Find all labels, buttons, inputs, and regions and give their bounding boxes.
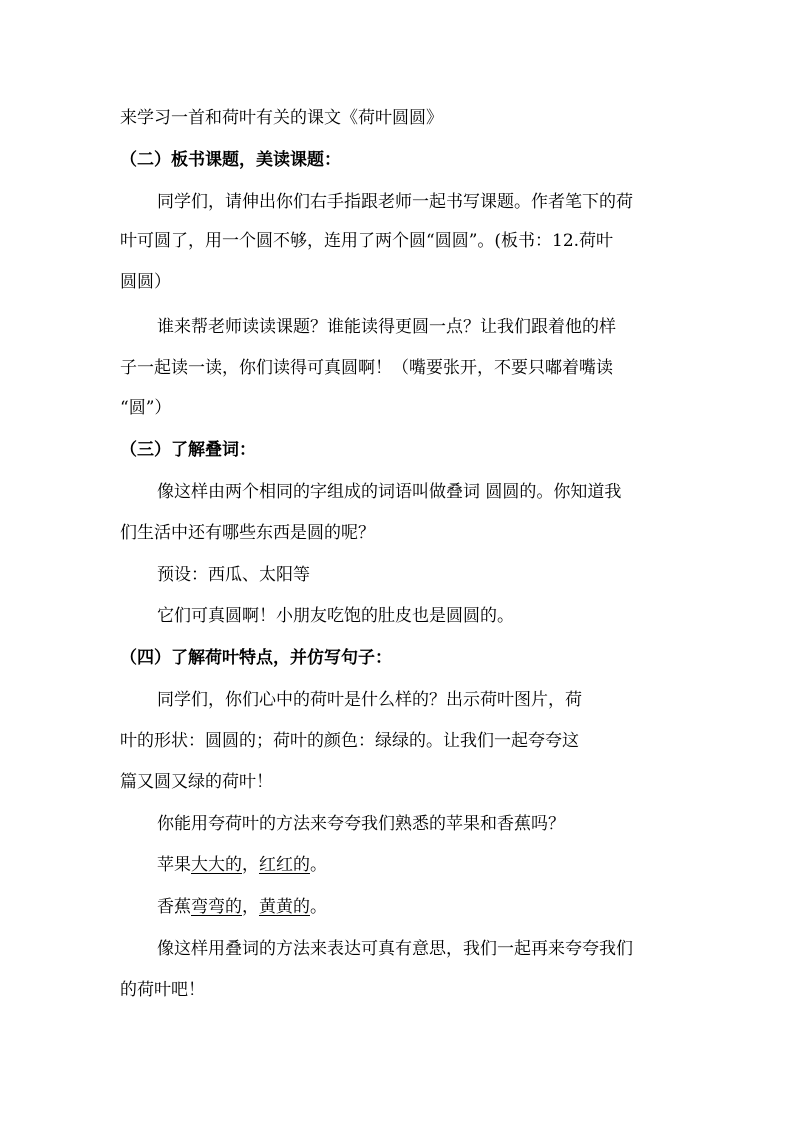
sentence-text: 。 (310, 855, 327, 875)
paragraph-line: 篇又圆又绿的荷叶！ (120, 772, 273, 792)
paragraph-line: 谁来帮老师读读课题？谁能读得更圆一点？让我们跟着他的样 (157, 317, 616, 337)
example-sentence-apple (157, 853, 717, 877)
paragraph-line: 们生活中还有哪些东西是圆的呢？ (120, 523, 375, 543)
underlined-word: 弯弯的 (191, 897, 242, 917)
paragraph-line: 的荷叶吧！ (120, 980, 205, 1000)
section-heading-4: （四）了解荷叶特点，并仿写句子： (120, 648, 392, 668)
paragraph-line: 你能用夸荷叶的方法来夸夸我们熟悉的苹果和香蕉吗？ (157, 814, 565, 834)
paragraph-line: “圆”） (120, 398, 172, 418)
section-heading-3: （三）了解叠词： (120, 440, 256, 460)
paragraph-line: 圆圆） (120, 272, 171, 292)
sentence-text: 苹果 (157, 855, 191, 875)
paragraph-line: 叶可圆了，用一个圆不够，连用了两个圆“圆圆”。(板书：12.荷叶 (120, 231, 614, 251)
paragraph-line: 子一起读一读，你们读得可真圆啊！（嘴要张开，不要只嘟着嘴读 (120, 358, 613, 378)
underlined-word: 大大的 (191, 855, 242, 875)
paragraph-line: 叶的形状：圆圆的；荷叶的颜色：绿绿的。让我们一起夸夸这 (120, 731, 579, 751)
sentence-text: 。 (310, 897, 327, 917)
section-heading-2: （二）板书课题，美读课题： (120, 150, 341, 170)
sentence-text: ， (242, 897, 259, 917)
example-sentence-banana (157, 895, 717, 919)
sentence-text: ， (242, 855, 259, 875)
underlined-word: 红红的 (259, 855, 310, 875)
sentence-text: 香蕉 (157, 897, 191, 917)
paragraph-line: 预设：西瓜、太阳等 (157, 565, 310, 585)
underlined-word: 黄黄的 (259, 897, 310, 917)
paragraph-line: 它们可真圆啊！小朋友吃饱的肚皮也是圆圆的。 (157, 606, 514, 626)
paragraph-line: 像这样用叠词的方法来表达可真有意思，我们一起再来夸夸我们 (157, 939, 633, 959)
paragraph-line: 同学们，请伸出你们右手指跟老师一起书写课题。作者笔下的荷 (157, 192, 633, 212)
paragraph-line: 像这样由两个相同的字组成的词语叫做叠词 圆圆的。你知道我 (157, 482, 622, 502)
paragraph-line: 同学们，你们心中的荷叶是什么样的？出示荷叶图片，荷 (157, 690, 582, 710)
paragraph-intro: 来学习一首和荷叶有关的课文《荷叶圆圆》 (120, 108, 443, 128)
